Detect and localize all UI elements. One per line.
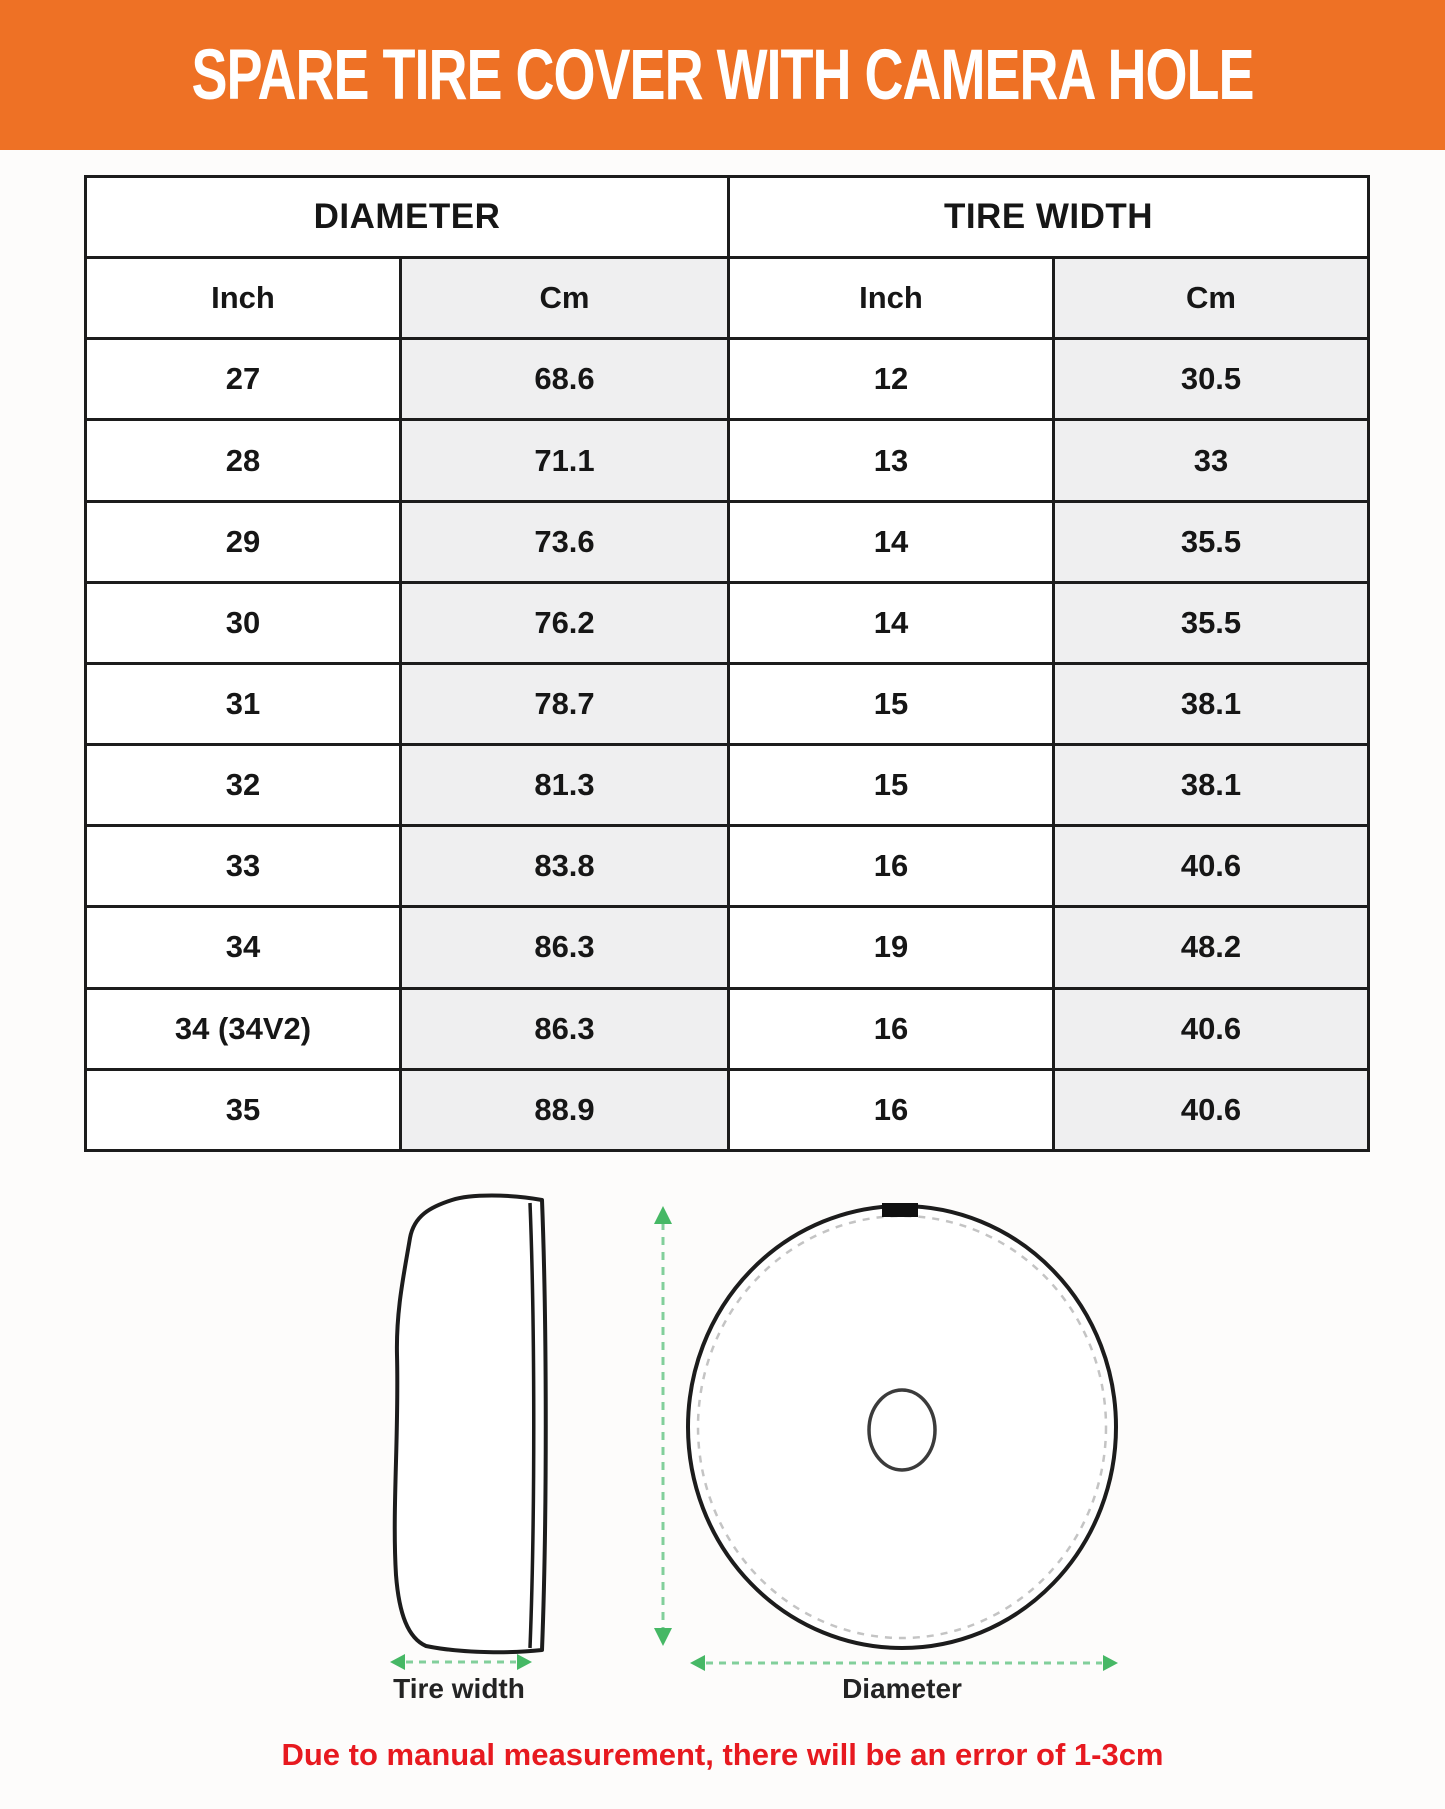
table-cell: 12: [729, 339, 1054, 420]
table-cell: 68.6: [401, 339, 729, 420]
tire-width-arrow-right-icon: [517, 1654, 532, 1670]
table-cell: 48.2: [1054, 907, 1369, 988]
table-cell: 38.1: [1054, 663, 1369, 744]
table-cell: 32: [86, 745, 401, 826]
table-cell: 73.6: [401, 501, 729, 582]
group-header-tire-width: TIRE WIDTH: [729, 177, 1369, 258]
tire-side-view: [395, 1196, 546, 1653]
table-cell: 76.2: [401, 582, 729, 663]
table-cell: 35.5: [1054, 501, 1369, 582]
table-cell: 16: [729, 1069, 1054, 1150]
table-cell: 30.5: [1054, 339, 1369, 420]
table-cell: 88.9: [401, 1069, 729, 1150]
table-cell: 35.5: [1054, 582, 1369, 663]
valve-tab: [882, 1203, 918, 1217]
table-cell: 13: [729, 420, 1054, 501]
table-row: [86, 339, 1369, 420]
table-cell: 16: [729, 826, 1054, 907]
table-cell: 71.1: [401, 420, 729, 501]
table-cell: 40.6: [1054, 988, 1369, 1069]
height-arrow-up-icon: [654, 1206, 672, 1224]
table-cell: 19: [729, 907, 1054, 988]
banner: [0, 0, 1445, 150]
table-cell: 28: [86, 420, 401, 501]
page-title: SPARE TIRE COVER WITH CAMERA HOLE: [191, 35, 1254, 115]
table-row: [86, 907, 1369, 988]
col-header-width-inch: Inch: [729, 258, 1054, 339]
table-cell: 40.6: [1054, 826, 1369, 907]
col-header-width-cm: Cm: [1054, 258, 1369, 339]
table-row: [86, 501, 1369, 582]
table-cell: 83.8: [401, 826, 729, 907]
table-cell: 38.1: [1054, 745, 1369, 826]
table-cell: 27: [86, 339, 401, 420]
table-cell: 15: [729, 663, 1054, 744]
diagram: [370, 1190, 1140, 1680]
subheader-row: [86, 258, 1369, 339]
table-cell: 86.3: [401, 907, 729, 988]
table-cell: 40.6: [1054, 1069, 1369, 1150]
table-row: [86, 1069, 1369, 1150]
table-row: [86, 582, 1369, 663]
table-cell: 86.3: [401, 988, 729, 1069]
diameter-label: Diameter: [842, 1673, 962, 1704]
height-arrow-down-icon: [654, 1628, 672, 1646]
group-header-diameter: DIAMETER: [86, 177, 729, 258]
table-cell: 78.7: [401, 663, 729, 744]
col-header-diameter-cm: Cm: [401, 258, 729, 339]
camera-hole: [869, 1390, 935, 1470]
diameter-arrow-right-icon: [1103, 1655, 1118, 1671]
tire-width-arrow-left-icon: [390, 1654, 405, 1670]
table-cell: 15: [729, 745, 1054, 826]
table-row: [86, 988, 1369, 1069]
table-cell: 33: [86, 826, 401, 907]
size-table: [84, 175, 1370, 1152]
table-cell: 16: [729, 988, 1054, 1069]
measurement-note: Due to manual measurement, there will be an error of 1-3cm: [281, 1737, 1164, 1772]
table-cell: 30: [86, 582, 401, 663]
group-header-row: [86, 177, 1369, 258]
table-cell: 33: [1054, 420, 1369, 501]
col-header-diameter-inch: Inch: [86, 258, 401, 339]
table-row: [86, 420, 1369, 501]
table-cell: 31: [86, 663, 401, 744]
diameter-arrow-left-icon: [690, 1655, 705, 1671]
table-row: [86, 745, 1369, 826]
table-cell: 29: [86, 501, 401, 582]
table-cell: 35: [86, 1069, 401, 1150]
table-cell: 34: [86, 907, 401, 988]
table-cell: 34 (34V2): [86, 988, 401, 1069]
table-cell: 81.3: [401, 745, 729, 826]
tire-width-label: Tire width: [393, 1673, 525, 1704]
table-row: [86, 663, 1369, 744]
table-cell: 14: [729, 582, 1054, 663]
table-cell: 14: [729, 501, 1054, 582]
table-row: [86, 826, 1369, 907]
